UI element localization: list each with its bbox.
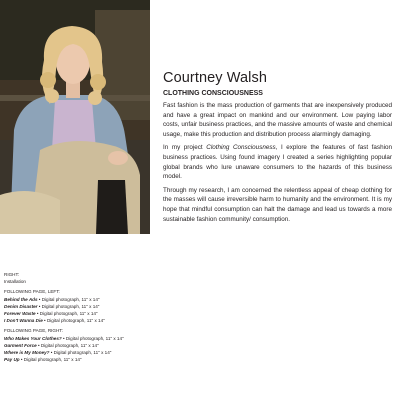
artist-statement (163, 101, 392, 228)
work-details: • Digital photograph, 11" x 14" (61, 335, 124, 341)
caption-line (4, 317, 204, 324)
caption-heading: RIGHT: (4, 272, 20, 277)
work-title: Denim Disaster (4, 303, 38, 309)
caption-block-following-left (4, 288, 204, 324)
project-title: CLOTHING CONSCIOUSNESS (163, 90, 263, 97)
work-title: Forever Waste (4, 311, 36, 317)
caption-line (4, 342, 204, 349)
caption-heading: FOLLOWING PAGE, RIGHT: (4, 328, 63, 334)
portrait-illustration (0, 0, 150, 234)
caption-line (4, 310, 204, 317)
work-title: Pay Up (4, 357, 20, 363)
caption-line (4, 296, 204, 303)
caption-line: Installation (4, 279, 26, 285)
statement-paragraph-3: Through my research, I am concerned the relentless appeal of cheap clothing for the masses will cause irreversible harm to humanity and the environment. It is my hope that mindful consumption can halt the damage and lead us towards a more sustainable fashion community/ consumption. (163, 186, 392, 223)
caption-line (4, 349, 204, 356)
statement-paragraph-1: Fast fashion is the mass production of garments that are inexpensively produced and have a great impact on mankind and our environment. Low paying labor costs, unfair business practices, and the massive amounts of waste and chemical usage, make this production and distribution process alarmingly damaging. (163, 102, 392, 138)
work-details: • Digital photograph, 11" x 14" (19, 357, 82, 363)
statement-project-name: Clothing Consciousness (206, 144, 276, 152)
caption-line (4, 335, 204, 342)
image-captions (4, 271, 204, 366)
work-title: I Don't Wanna Die (4, 318, 43, 324)
work-details: • Digital photograph, 11" x 14" (42, 318, 105, 324)
caption-line (4, 303, 204, 310)
work-title: Where is My Money? (4, 350, 50, 356)
statement-p2-end: , I explore the features of fast fashion business practices. Using found imagery I created a series highlighting popular global brands who lure unaware consumers to the hazards of this business model. (163, 144, 392, 181)
caption-line (4, 356, 204, 363)
work-details: • Digital photograph, 11" x 14" (49, 350, 112, 356)
statement-paragraph-2 (163, 143, 392, 181)
work-title: Garment Force (4, 342, 37, 348)
statement-p2-start: In my project (163, 144, 207, 152)
work-details: • Digital photograph, 11" x 14" (37, 303, 100, 309)
work-details: • Digital photograph, 11" x 14" (37, 296, 100, 302)
caption-heading: FOLLOWING PAGE, LEFT: (4, 289, 60, 295)
work-details: • Digital photograph, 11" x 14" (35, 311, 98, 317)
caption-block-right (4, 271, 204, 285)
work-details: • Digital photograph, 11" x 14" (36, 342, 99, 348)
work-title: Behind the Ads (4, 296, 38, 302)
artist-portrait-photo (0, 0, 150, 234)
caption-block-following-right (4, 327, 204, 363)
work-title: Who Makes Your Clothes? (4, 335, 62, 341)
artist-name: Courtney Walsh (163, 70, 268, 86)
